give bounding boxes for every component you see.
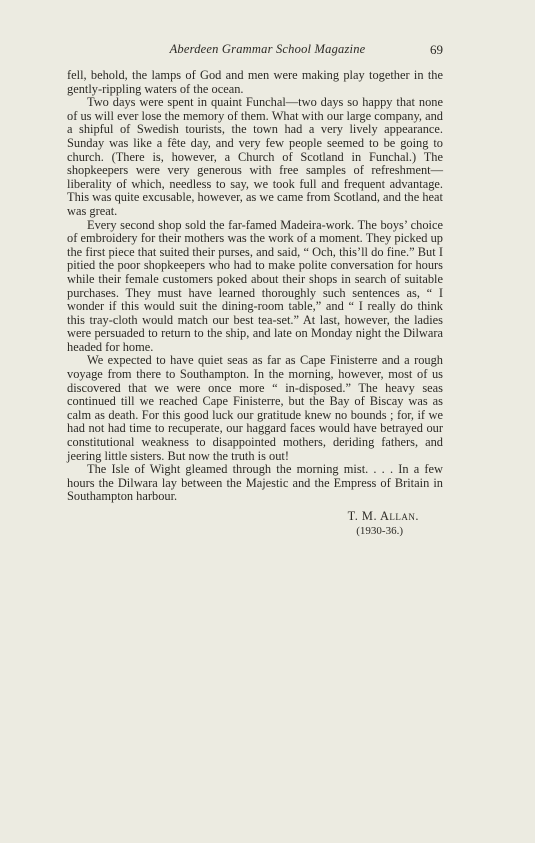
author-name: T. M. Allan.	[347, 509, 419, 523]
article-body	[67, 69, 443, 538]
running-title: Aberdeen Grammar School Magazine	[169, 42, 366, 56]
paragraph-3: Every second shop sold the far-famed Madeira-work. The boys’ choice of embroidery for their mothers was the work of a moment. They picked up the first piece that suited their purses, and said, “ Och, this’ll do fine.” But I pitied the poor shopkeepers who had to make polite conversation for hours while their female customers poked about their shops in search of suitable purchases. They must have learned thoroughly such sentences as, “ I wonder if this would suit the dining-room table,” and “ I really do think this tray-cloth would match our best tea-set.” At last, however, the ladies were persuaded to return to the ship, and late on Monday night the Dilwara headed for home.	[67, 217, 443, 354]
paragraph-2: Two days were spent in quaint Funchal—two days so happy that none of us will ever lose the memory of them. What with our large company, and a shipful of Swedish tourists, the town had a very lively appearance. Sunday was like a fête day, and very few people seemed to be going to church. (There is, however, a Church of Scotland in Funchal.) The shopkeepers were very generous with free samples of refreshment—liberality of which, needless to say, we took full and frequent advantage. This was quite excusable, however, as we came from Scotland, and the heat was great.	[67, 95, 443, 218]
author-dates: (1930-36.)	[356, 524, 403, 537]
page-header	[0, 42, 535, 60]
paragraph-1: fell, behold, the lamps of God and men were making play together in the gently-rippling waters of the ocean.	[67, 68, 443, 96]
paragraph-5: The Isle of Wight gleamed through the morning mist. . . . In a few hours the Dilwara lay between the Majestic and the Empress of Britain in Southampton harbour.	[67, 462, 443, 504]
author-signature	[67, 510, 443, 524]
page-number: 69	[430, 42, 443, 57]
paragraph-4: We expected to have quiet seas as far as Cape Finisterre and a rough voyage from there to Southampton. In the morning, however, most of us discovered that we were once more “ in-disposed.” The heavy seas continued till we reached Cape Finisterre, but the Bay of Biscay was as calm as death. For this good luck our gratitude knew no bounds ; for, if we had not had time to recuperate, our haggard faces would have betrayed our constitutional weakness to disappointed mothers, deriding fathers, and jeering little sisters. But now the truth is out!	[67, 353, 443, 463]
